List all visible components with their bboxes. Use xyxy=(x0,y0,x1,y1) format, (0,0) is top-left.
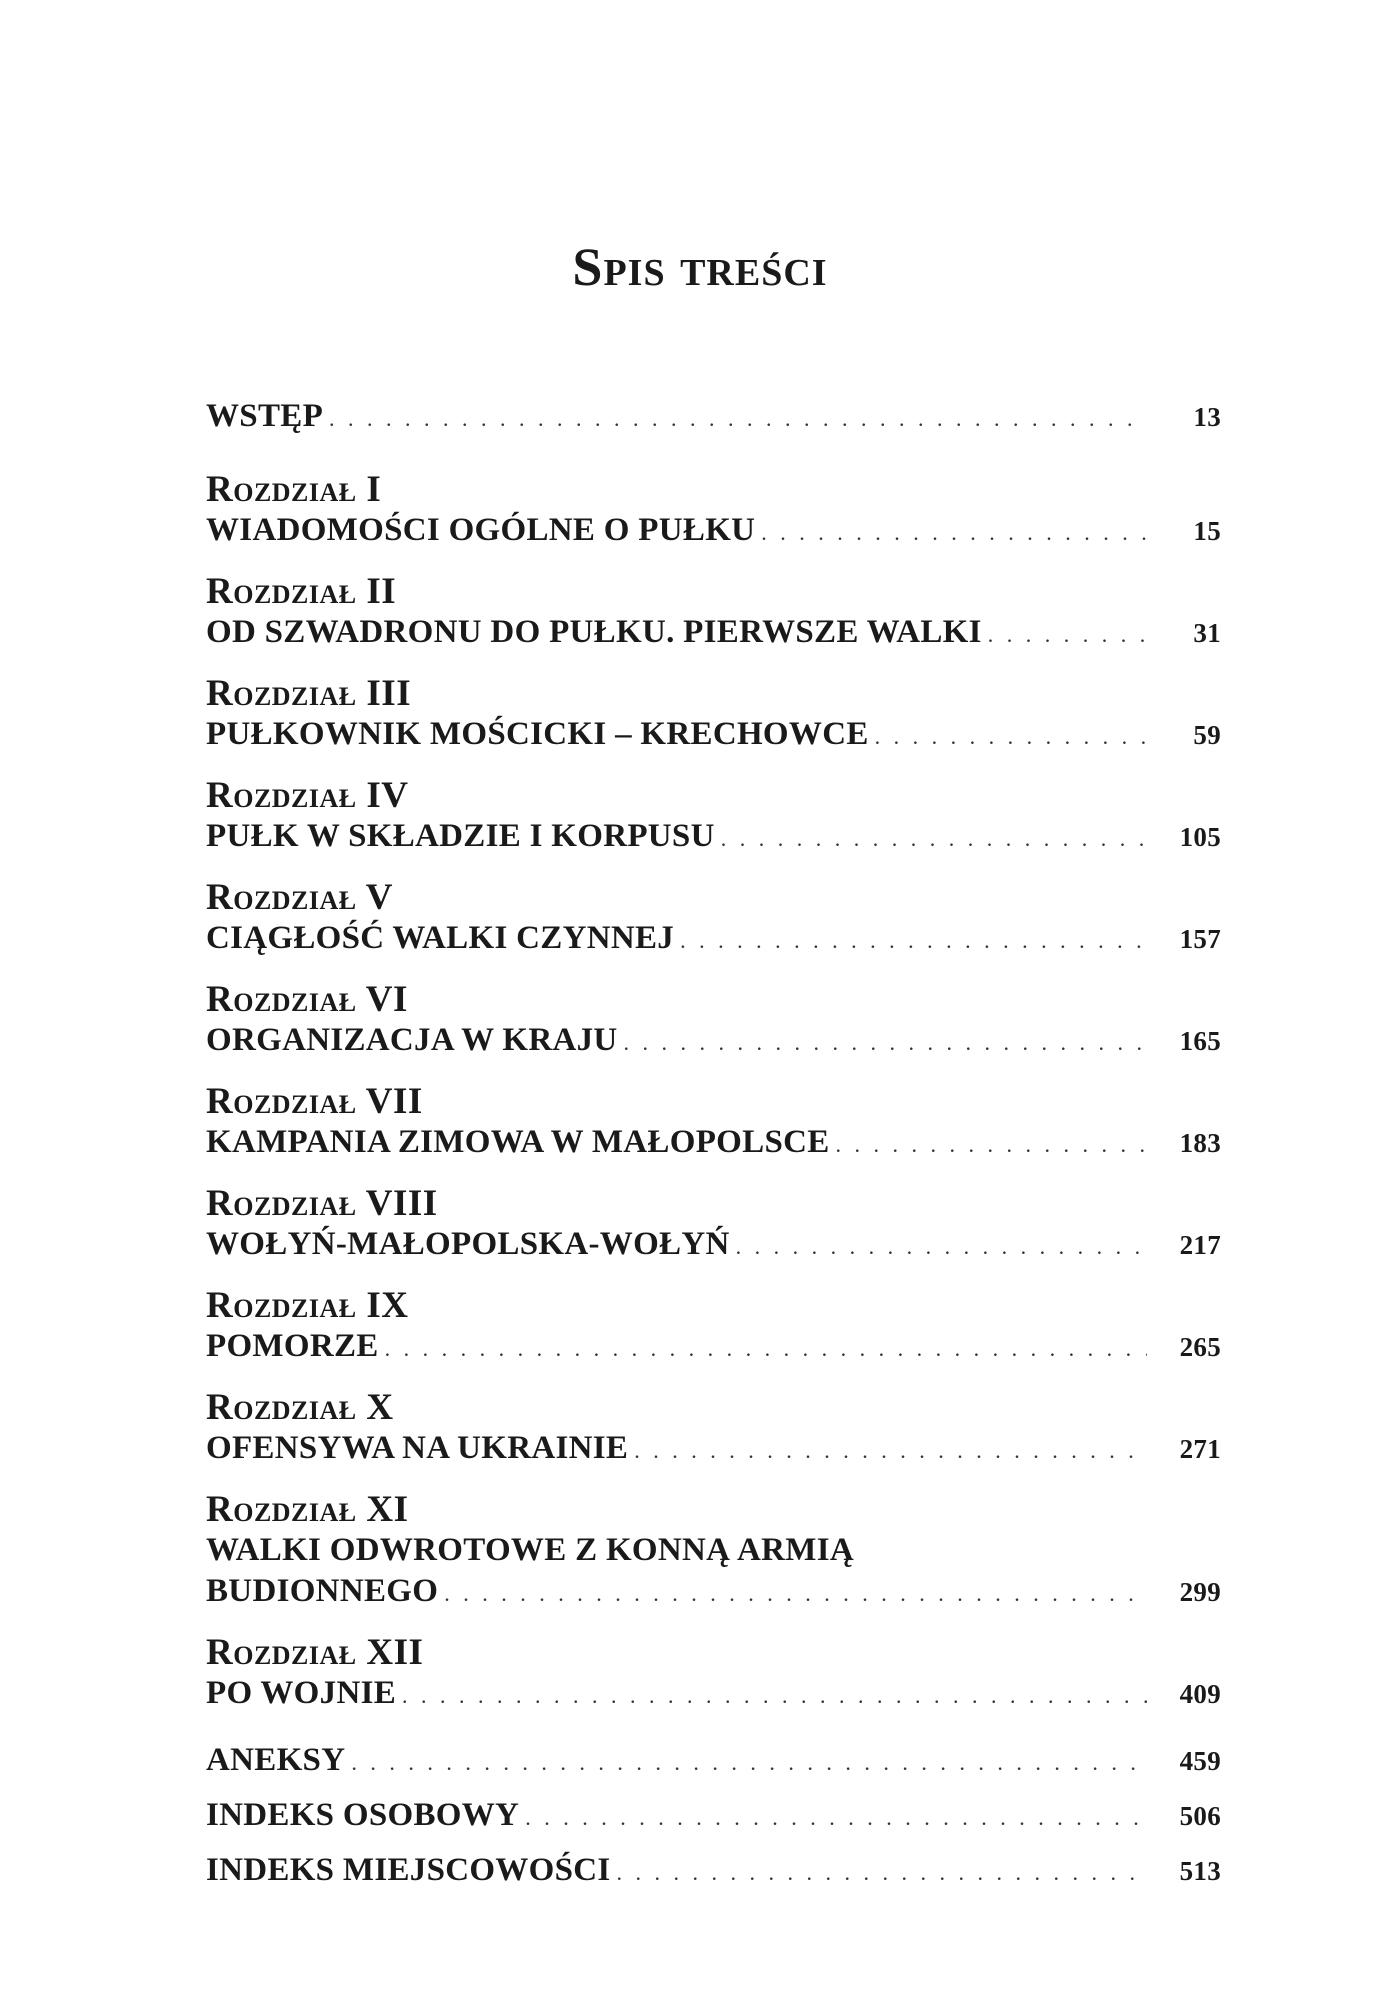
page-number: 513 xyxy=(1179,1856,1221,1886)
chapter-label: Rozdział III xyxy=(206,673,412,714)
dot-leader xyxy=(624,1022,1147,1063)
toc-entry-person-index[interactable] xyxy=(206,1795,1221,1838)
toc-entry-line xyxy=(206,1795,1221,1838)
page-number: 265 xyxy=(1179,1332,1221,1362)
page-number: 157 xyxy=(1179,924,1221,954)
chapter-title: KAMPANIA ZIMOWA W MAŁOPOLSCE xyxy=(206,1124,830,1160)
toc-entry-line xyxy=(206,918,1221,961)
toc-entry-chapter-12[interactable] xyxy=(206,1632,1221,1716)
chapter-label: Rozdział II xyxy=(206,571,397,612)
toc-entry-line xyxy=(206,612,1221,655)
toc-entry-chapter-2[interactable] xyxy=(206,571,1221,655)
toc-entry-line xyxy=(206,1850,1221,1893)
chapter-label: Rozdział VI xyxy=(206,979,408,1020)
toc-entry-line xyxy=(206,1428,1221,1471)
page-number: 13 xyxy=(1193,402,1221,432)
dot-leader xyxy=(385,1328,1147,1369)
dot-leader xyxy=(351,1742,1147,1783)
chapter-label: Rozdział XI xyxy=(206,1489,409,1530)
chapter-label: Rozdział IX xyxy=(206,1285,409,1326)
entry-title: INDEKS MIEJSCOWOŚCI xyxy=(206,1852,611,1888)
dot-leader xyxy=(444,1573,1147,1614)
dot-leader xyxy=(329,398,1147,439)
chapter-label: Rozdział VIII xyxy=(206,1183,438,1224)
chapter-title: ORGANIZACJA W KRAJU xyxy=(206,1022,618,1058)
toc-entry-line xyxy=(206,714,1221,757)
entry-title: WSTĘP xyxy=(206,398,324,434)
entry-title: ANEKSY xyxy=(206,1742,346,1778)
toc-entry-line xyxy=(206,816,1221,859)
page-number: 31 xyxy=(1193,618,1221,648)
toc-entry-chapter-5[interactable] xyxy=(206,877,1221,961)
chapter-title: PUŁK W SKŁADZIE I KORPUSU xyxy=(206,818,715,854)
toc-entry-chapter-9[interactable] xyxy=(206,1285,1221,1369)
dot-leader xyxy=(634,1430,1147,1471)
dot-leader xyxy=(875,716,1147,757)
page-number: 59 xyxy=(1193,720,1221,750)
page-number: 15 xyxy=(1193,516,1221,546)
dot-leader xyxy=(736,1226,1147,1267)
chapter-title: POMORZE xyxy=(206,1328,379,1364)
page-number: 183 xyxy=(1179,1128,1221,1158)
chapter-title: CIĄGŁOŚĆ WALKI CZYNNEJ xyxy=(206,920,675,956)
page-number: 299 xyxy=(1179,1577,1221,1607)
chapter-title: WOŁYŃ-MAŁOPOLSKA-WOŁYŃ xyxy=(206,1226,730,1262)
dot-leader xyxy=(836,1124,1147,1165)
chapter-title: BUDIONNEGO xyxy=(206,1573,439,1609)
toc-entry-place-index[interactable] xyxy=(206,1850,1221,1893)
chapter-title-line1: WALKI ODWROTOWE Z KONNĄ ARMIĄ xyxy=(206,1532,854,1568)
chapter-label: Rozdział VII xyxy=(206,1081,423,1122)
chapter-title: OD SZWADRONU DO PUŁKU. PIERWSZE WALKI xyxy=(206,614,982,650)
chapter-label: Rozdział XII xyxy=(206,1632,424,1673)
chapter-title: PUŁKOWNIK MOŚCICKI – KRECHOWCE xyxy=(206,716,869,752)
toc-entry-line xyxy=(206,1571,1221,1614)
dot-leader xyxy=(525,1797,1147,1838)
table-of-contents xyxy=(206,396,1221,1905)
page-number: 105 xyxy=(1179,822,1221,852)
toc-entry-line xyxy=(206,396,1221,439)
page-number: 165 xyxy=(1179,1026,1221,1056)
page-number: 506 xyxy=(1179,1801,1221,1831)
chapter-label: Rozdział I xyxy=(206,469,382,510)
chapter-label: Rozdział IV xyxy=(206,775,409,816)
dot-leader xyxy=(721,818,1147,859)
page-title: Spis treści xyxy=(572,237,828,297)
entry-title: INDEKS OSOBOWY xyxy=(206,1797,520,1833)
toc-entry-line xyxy=(206,1020,1221,1063)
chapter-title: PO WOJNIE xyxy=(206,1675,397,1711)
toc-entry-line xyxy=(206,1326,1221,1369)
toc-entry-line xyxy=(206,1740,1221,1783)
toc-entry-chapter-8[interactable] xyxy=(206,1183,1221,1267)
toc-entry-chapter-4[interactable] xyxy=(206,775,1221,859)
toc-entry-chapter-7[interactable] xyxy=(206,1081,1221,1165)
toc-entry-line xyxy=(206,1122,1221,1165)
toc-entry-chapter-6[interactable] xyxy=(206,979,1221,1063)
toc-entry-line xyxy=(206,1224,1221,1267)
chapter-title: WIADOMOŚCI OGÓLNE O PUŁKU xyxy=(206,512,756,548)
toc-entry-line xyxy=(206,1673,1221,1716)
toc-entry-chapter-1[interactable] xyxy=(206,469,1221,553)
dot-leader xyxy=(680,920,1147,961)
toc-entry-chapter-10[interactable] xyxy=(206,1387,1221,1471)
dot-leader xyxy=(617,1852,1147,1893)
chapter-title: OFENSYWA NA UKRAINIE xyxy=(206,1430,629,1466)
chapter-label: Rozdział V xyxy=(206,877,393,918)
page-number: 217 xyxy=(1179,1230,1221,1260)
page-number: 409 xyxy=(1179,1679,1221,1709)
page-number: 271 xyxy=(1179,1434,1221,1464)
dot-leader xyxy=(761,512,1147,553)
chapter-label: Rozdział X xyxy=(206,1387,394,1428)
toc-entry-chapter-11[interactable] xyxy=(206,1489,1221,1614)
dot-leader xyxy=(988,614,1147,655)
toc-entry-chapter-3[interactable] xyxy=(206,673,1221,757)
dot-leader xyxy=(402,1675,1147,1716)
toc-entry-intro[interactable] xyxy=(206,396,1221,439)
toc-entry-annex[interactable] xyxy=(206,1740,1221,1783)
toc-entry-line xyxy=(206,510,1221,553)
page-number: 459 xyxy=(1179,1746,1221,1776)
